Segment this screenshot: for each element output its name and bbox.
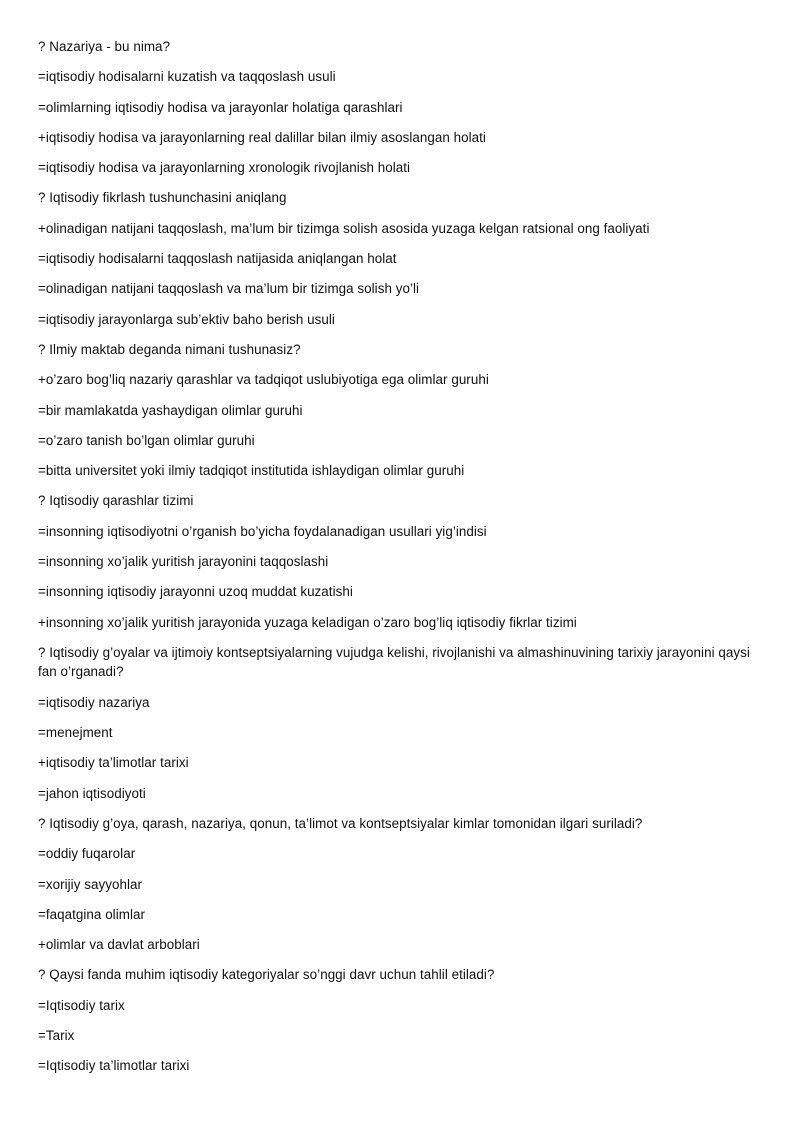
answer-option: =iqtisodiy hodisa va jarayonlarning xronologik rivojlanish holati — [38, 160, 411, 176]
question-text: ? Iqtisodiy g’oya, qarash, nazariya, qonun, ta’limot va kontseptsiyalar kimlar tomonidan ilgari suriladi? — [38, 815, 643, 831]
answer-option: =Iqtisodiy tarix — [38, 997, 125, 1013]
answer-option: =insonning iqtisodiy jarayonni uzoq muddat kuzatishi — [38, 584, 353, 600]
answer-option: =Iqtisodiy ta’limotlar tarixi — [38, 1058, 190, 1074]
answer-option: =jahon iqtisodiyoti — [38, 785, 146, 801]
correct-answer-option: +iqtisodiy ta’limotlar tarixi — [38, 755, 189, 771]
answer-option: =faqatgina olimlar — [38, 906, 145, 922]
answer-option: =bitta universitet yoki ilmiy tadqiqot institutida ishlaydigan olimlar guruhi — [38, 463, 465, 479]
question-text: ? Ilmiy maktab deganda nimani tushunasiz? — [38, 341, 301, 357]
question-text: ? Iqtisodiy g’oyalar va ijtimoiy kontseptsiyalarning vujudga kelishi, rivojlanishi va almashinuvining tarixiy jarayonini qaysi fan o’rganadi? — [38, 644, 750, 680]
answer-option: =olinadigan natijani taqqoslash va ma’lum bir tizimga solish yo’li — [38, 281, 420, 297]
answer-option: =o’zaro tanish bo’lgan olimlar guruhi — [38, 432, 255, 448]
answer-option: =xorijiy sayyohlar — [38, 876, 142, 892]
question-text: ? Nazariya - bu nima? — [38, 39, 171, 54]
answer-option: =iqtisodiy nazariya — [38, 694, 150, 710]
question-list — [38, 37, 766, 1087]
answer-option: =bir mamlakatda yashaydigan olimlar guruhi — [38, 402, 303, 418]
answer-option: =insonning xo’jalik yuritish jarayonini taqqoslashi — [38, 554, 329, 570]
correct-answer-option: +insonning xo’jalik yuritish jarayonida yuzaga keladigan o’zaro bog’liq iqtisodiy fikrlar tizimi — [38, 614, 577, 630]
answer-option: =iqtisodiy hodisalarni taqqoslash natijasida aniqlangan holat — [38, 251, 397, 267]
answer-option: =menejment — [38, 725, 113, 741]
question-text: ? Iqtisodiy qarashlar tizimi — [38, 493, 194, 509]
answer-option: =olimlarning iqtisodiy hodisa va jarayonlar holatiga qarashlari — [38, 99, 403, 115]
answer-option: =Tarix — [38, 1028, 75, 1043]
correct-answer-option: +olimlar va davlat arboblari — [38, 937, 200, 953]
correct-answer-option: +o’zaro bog’liq nazariy qarashlar va tadqiqot uslubiyotiga ega olimlar guruhi — [38, 372, 489, 388]
answer-option: =oddiy fuqarolar — [38, 846, 136, 862]
question-text: ? Iqtisodiy fikrlash tushunchasini aniqlang — [38, 190, 287, 206]
answer-option: =iqtisodiy jarayonlarga sub’ektiv baho berish usuli — [38, 311, 335, 327]
answer-option: =iqtisodiy hodisalarni kuzatish va taqqoslash usuli — [38, 69, 336, 85]
correct-answer-option: +iqtisodiy hodisa va jarayonlarning real dalillar bilan ilmiy asoslangan holati — [38, 129, 486, 145]
question-text: ? Qaysi fanda muhim iqtisodiy kategoriyalar so’nggi davr uchun tahlil etiladi? — [38, 967, 495, 983]
answer-option: =insonning iqtisodiyotni o’rganish bo’yicha foydalanadigan usullari yig’indisi — [38, 523, 487, 539]
correct-answer-option: +olinadigan natijani taqqoslash, ma’lum bir tizimga solish asosida yuzaga kelgan ratsional ong faoliyati — [38, 220, 650, 236]
